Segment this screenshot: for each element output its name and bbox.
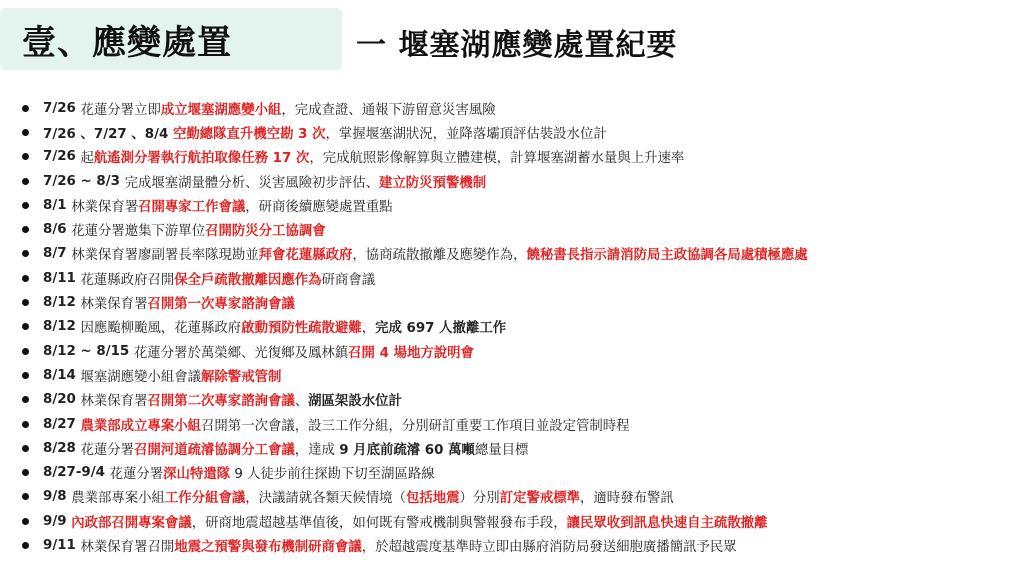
item-text: 起	[80, 151, 94, 167]
item-text: 花蓮分署邀集下游單位	[71, 224, 206, 240]
item-date: 7/26 、7/27 、8/4	[43, 126, 173, 142]
item-highlight: 空勤總隊直升機空勘 3 次	[172, 126, 326, 142]
bullet-icon	[22, 226, 29, 233]
item-date: 8/12	[43, 319, 81, 335]
item-emphasis: 完成 697 人撤離工作	[375, 321, 507, 337]
item-text: ，掌握堰塞湖狀況，並降落壩頂評估裝設水位計	[325, 126, 607, 142]
item-text: ）分別	[459, 491, 500, 507]
page-subtitle: 一 堰塞湖應變處置紀要	[356, 28, 678, 63]
item-highlight: 保全戶疏散撤離因應作為	[174, 272, 322, 288]
item-date: 8/27	[43, 416, 81, 432]
item-highlight: 召開 4 場地方說明會	[348, 345, 474, 361]
event-list	[22, 96, 1017, 558]
bullet-icon	[22, 129, 29, 136]
list-item	[22, 315, 1017, 339]
item-text: 林業保育署	[80, 394, 148, 410]
list-item	[22, 145, 1017, 169]
item-text: 9 人徒步前往探勘下切至湖區路線	[230, 467, 435, 483]
item-date: 9/8	[43, 489, 72, 505]
list-item	[22, 169, 1017, 193]
bullet-icon	[22, 518, 29, 525]
section-title: 壹、應變處置	[22, 22, 232, 63]
item-text: 因應颱柳颱風，花蓮縣政府	[80, 321, 242, 337]
item-date: 9/11	[43, 537, 81, 553]
item-highlight: 農業部成立專案小組	[80, 418, 202, 434]
item-date: 7/26	[43, 149, 81, 165]
list-item	[22, 217, 1017, 241]
list-item	[22, 460, 1017, 484]
item-text: ，完成航照影像解算與立體建模，計算堰塞湖蓄水量與上升速率	[309, 151, 685, 167]
item-text: 林業保育署	[80, 297, 148, 313]
item-highlight: 讓民眾收到訊息快速自主疏散撤離	[566, 515, 768, 531]
item-date: 8/12	[43, 295, 81, 311]
bullet-icon	[22, 250, 29, 257]
list-item	[22, 266, 1017, 290]
item-text: ，於超越震度基準時立即由縣府消防局發送細胞廣播簡訊予民眾	[361, 539, 737, 555]
item-date: 7/26	[43, 100, 81, 116]
item-date: 8/11	[43, 270, 81, 286]
item-text: ，	[361, 321, 376, 337]
item-date: 8/12 ~ 8/15	[43, 343, 134, 359]
bullet-icon	[22, 372, 29, 379]
item-highlight: 饒秘書長指示請消防局主政協調各局處積極應處	[526, 248, 808, 264]
bullet-icon	[22, 445, 29, 452]
item-date: 7/26 ~ 8/3	[43, 173, 125, 189]
item-date: 8/14	[43, 367, 81, 383]
bullet-icon	[22, 202, 29, 209]
item-highlight: 解除警戒管制	[201, 369, 282, 385]
list-item	[22, 96, 1017, 120]
bullet-icon	[22, 178, 29, 185]
bullet-icon	[22, 421, 29, 428]
item-highlight: 召開防災分工協調會	[205, 224, 326, 240]
list-item	[22, 412, 1017, 436]
item-text: 召開第一次會議，設三工作分組，分別研訂重要工作項目並設定管制時程	[201, 418, 630, 434]
item-highlight: 召開第二次專家諮詢會議	[147, 394, 295, 410]
item-text: 農業部專案小組	[71, 491, 165, 507]
item-date: 8/1	[43, 197, 72, 213]
section-title-box	[0, 8, 342, 70]
bullet-icon	[22, 105, 29, 112]
bullet-icon	[22, 542, 29, 549]
item-highlight: 內政部召開專案會議	[71, 515, 192, 531]
list-item	[22, 339, 1017, 363]
list-item	[22, 533, 1017, 557]
item-text: 總量目標	[474, 442, 529, 458]
item-highlight: 拜會花蓮縣政府	[258, 248, 353, 264]
item-date: 8/7	[43, 246, 72, 262]
item-text: ，決議請就各類天候情境（	[245, 491, 406, 507]
item-text: 花蓮分署	[109, 467, 164, 483]
list-item	[22, 120, 1017, 144]
item-text: ，協商疏散撤離及應變作為，	[352, 248, 527, 264]
item-text: 林業保育署	[71, 199, 139, 215]
list-item	[22, 485, 1017, 509]
item-text: 花蓮縣政府召開	[80, 272, 175, 288]
item-highlight: 地震之預警與發布機制研商會議	[174, 539, 362, 555]
item-text: ，研商地震超越基準值後，如何既有警戒機制與警報發布手段，	[191, 515, 567, 531]
item-text: 林業保育署廖副署長率隊現勘並	[71, 248, 259, 264]
item-text: 花蓮分署	[80, 442, 135, 458]
item-highlight: 工作分組會議	[164, 491, 246, 507]
item-text: ，適時發布警訊	[580, 491, 674, 507]
list-item	[22, 388, 1017, 412]
item-text: ，達成	[294, 442, 340, 458]
item-date: 8/20	[43, 392, 81, 408]
item-highlight: 深山特遣隊	[163, 467, 231, 483]
bullet-icon	[22, 275, 29, 282]
list-item	[22, 509, 1017, 533]
item-text: 花蓮分署於萬榮鄉、光復鄉及鳳林鎮	[133, 345, 349, 361]
list-item	[22, 193, 1017, 217]
item-text: 、	[294, 394, 309, 410]
list-item	[22, 242, 1017, 266]
bullet-icon	[22, 323, 29, 330]
item-text: 研商會議	[321, 272, 376, 288]
bullet-icon	[22, 348, 29, 355]
list-item	[22, 290, 1017, 314]
item-highlight: 訂定警戒標準	[499, 491, 581, 507]
item-text: ，研商後續應變處置重點	[245, 199, 393, 215]
item-text: 林業保育署召開	[80, 539, 175, 555]
item-text: ，完成查證、通報下游留意災害風險	[281, 102, 496, 118]
item-text: 完成堰塞湖量體分析、災害風險初步評估、	[124, 175, 379, 191]
item-highlight: 成立堰塞湖應變小組	[160, 102, 282, 118]
item-highlight: 召開專家工作會議	[138, 199, 246, 215]
item-date: 8/6	[43, 222, 72, 238]
bullet-icon	[22, 469, 29, 476]
item-text: 花蓮分署立即	[80, 102, 161, 118]
item-highlight: 建立防災預警機制	[379, 175, 487, 191]
item-emphasis: 9 月底前疏濬 60 萬噸	[339, 442, 475, 458]
item-highlight: 召開河道疏濬協調分工會議	[134, 442, 295, 458]
list-item	[22, 363, 1017, 387]
bullet-icon	[22, 299, 29, 306]
bullet-icon	[22, 153, 29, 160]
bullet-icon	[22, 493, 29, 500]
item-date: 8/27-9/4	[43, 465, 110, 481]
item-emphasis: 湖區架設水位計	[308, 394, 402, 410]
bullet-icon	[22, 396, 29, 403]
item-highlight: 航遙測分署執行航拍取像任務 17 次	[93, 151, 310, 167]
item-date: 9/9	[43, 513, 72, 529]
item-date: 8/28	[43, 440, 81, 456]
list-item	[22, 436, 1017, 460]
item-highlight: 包括地震	[405, 491, 460, 507]
item-highlight: 召開第一次專家諮詢會議	[147, 297, 295, 313]
item-text: 堰塞湖應變小組會議	[80, 369, 202, 385]
item-highlight: 啟動預防性疏散避難	[241, 321, 362, 337]
